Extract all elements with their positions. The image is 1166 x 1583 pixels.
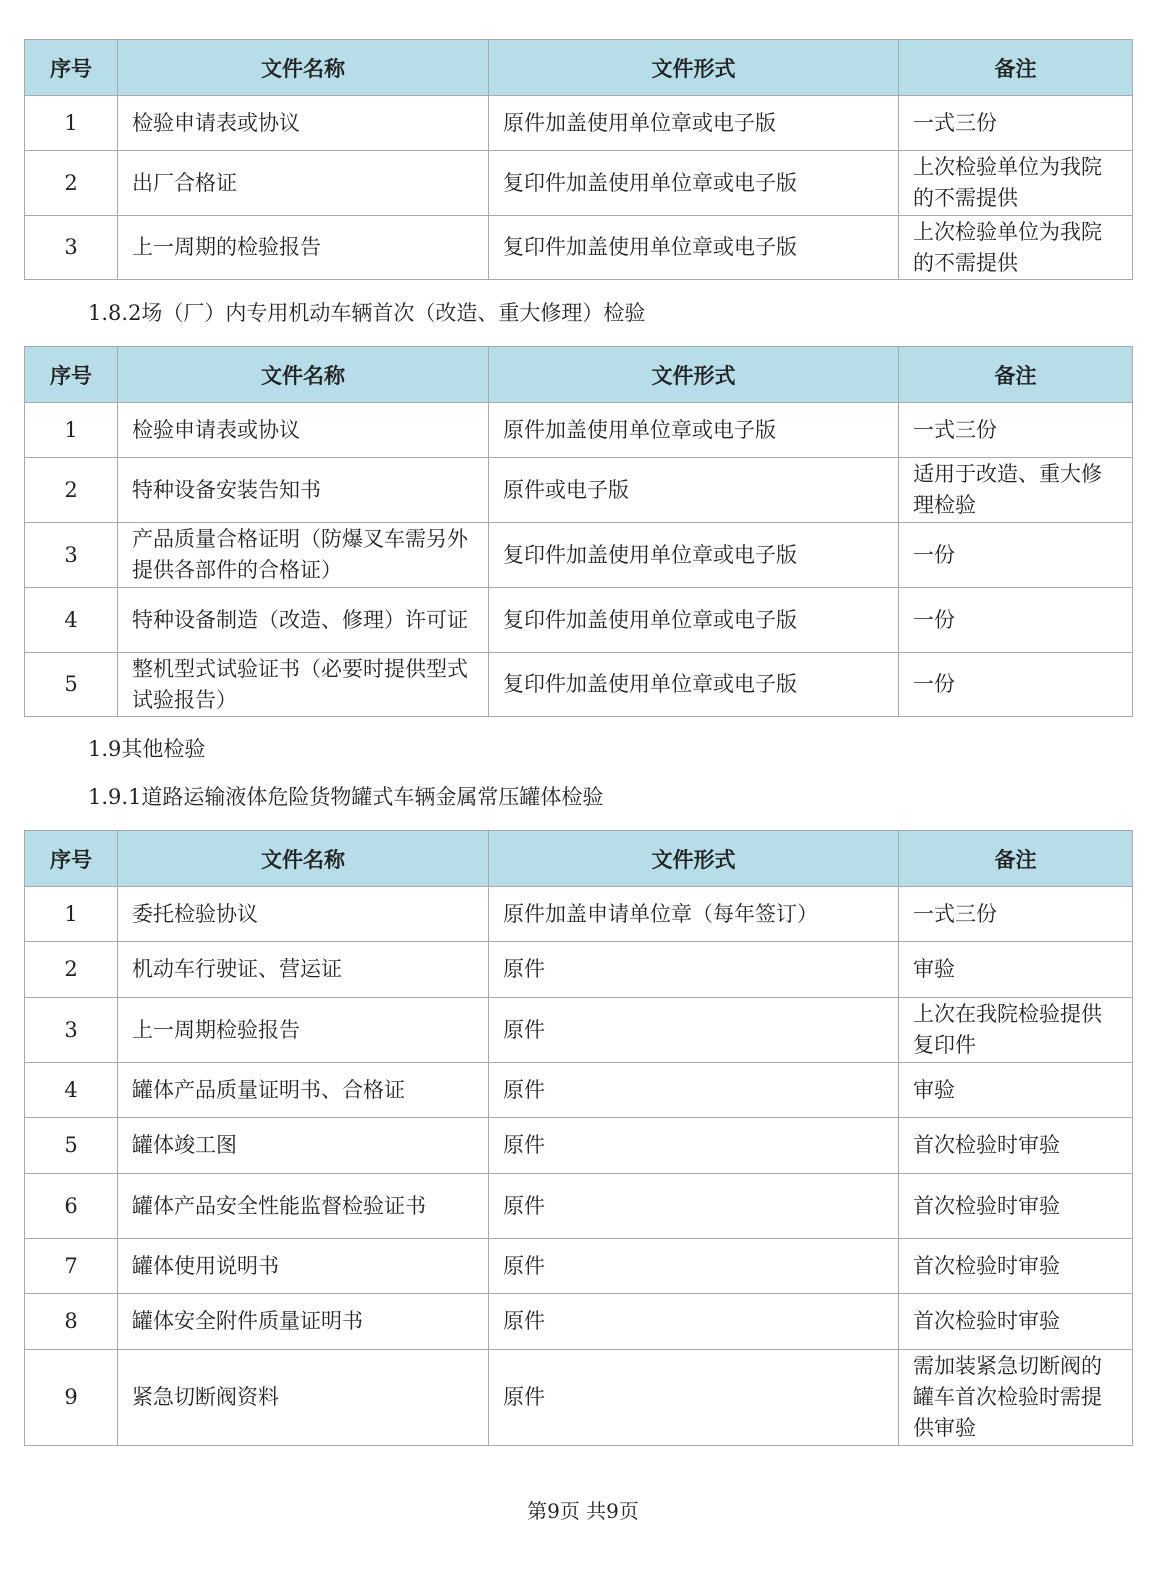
row-index: 8: [25, 1294, 118, 1350]
doc-name: 上一周期检验报告: [118, 998, 489, 1063]
requirements-table-1: [24, 39, 1133, 280]
doc-name: 罐体产品安全性能监督检验证书: [118, 1174, 489, 1239]
section-heading-1-9: 1.9其他检验: [88, 737, 206, 761]
doc-name: 罐体竣工图: [118, 1118, 489, 1174]
row-index: 7: [25, 1239, 118, 1294]
row-index: 4: [25, 1063, 118, 1118]
table-row: [25, 588, 1133, 653]
col-header-doc-name: 文件名称: [118, 40, 489, 96]
doc-name: 机动车行驶证、营运证: [118, 942, 489, 998]
section-heading-1-8-2: 1.8.2场（厂）内专用机动车辆首次（改造、重大修理）检验: [88, 301, 646, 325]
requirements-table-3: [24, 830, 1133, 1446]
col-header-doc-form: 文件形式: [489, 40, 899, 96]
row-index: 1: [25, 887, 118, 942]
row-index: 3: [25, 998, 118, 1063]
doc-form: 原件: [489, 1174, 899, 1239]
doc-name: 罐体产品质量证明书、合格证: [118, 1063, 489, 1118]
row-index: 3: [25, 523, 118, 588]
col-header-index: 序号: [25, 347, 118, 403]
doc-name: 罐体安全附件质量证明书: [118, 1294, 489, 1350]
doc-form: 复印件加盖使用单位章或电子版: [489, 588, 899, 653]
doc-name: 产品质量合格证明（防爆叉车需另外提供各部件的合格证）: [118, 523, 489, 588]
doc-name: 整机型式试验证书（必要时提供型式试验报告）: [118, 653, 489, 717]
col-header-remarks: 备注: [899, 40, 1133, 96]
row-index: 2: [25, 458, 118, 523]
remarks: 上次在我院检验提供复印件: [899, 998, 1133, 1063]
doc-form: 复印件加盖使用单位章或电子版: [489, 216, 899, 280]
table-row: [25, 523, 1133, 588]
remarks: 首次检验时审验: [899, 1239, 1133, 1294]
page-footer: 第9页 共9页: [527, 1499, 639, 1523]
table-row: [25, 403, 1133, 458]
table-row: [25, 887, 1133, 942]
remarks: 一式三份: [899, 887, 1133, 942]
doc-form: 复印件加盖使用单位章或电子版: [489, 523, 899, 588]
row-index: 9: [25, 1350, 118, 1446]
col-header-remarks: 备注: [899, 831, 1133, 887]
table-row: [25, 653, 1133, 717]
doc-name: 罐体使用说明书: [118, 1239, 489, 1294]
table-row: [25, 216, 1133, 280]
doc-form: 原件: [489, 942, 899, 998]
doc-form: 复印件加盖使用单位章或电子版: [489, 653, 899, 717]
table-row: [25, 1239, 1133, 1294]
col-header-doc-name: 文件名称: [118, 831, 489, 887]
col-header-index: 序号: [25, 831, 118, 887]
doc-form: 原件加盖使用单位章或电子版: [489, 96, 899, 151]
col-header-doc-form: 文件形式: [489, 347, 899, 403]
remarks: 一份: [899, 653, 1133, 717]
col-header-doc-name: 文件名称: [118, 347, 489, 403]
table-row: [25, 96, 1133, 151]
doc-name: 出厂合格证: [118, 151, 489, 216]
remarks: 一份: [899, 523, 1133, 588]
row-index: 6: [25, 1174, 118, 1239]
doc-name: 特种设备安装告知书: [118, 458, 489, 523]
doc-name: 紧急切断阀资料: [118, 1350, 489, 1446]
remarks: 审验: [899, 942, 1133, 998]
table-row: [25, 1118, 1133, 1174]
doc-name: 检验申请表或协议: [118, 96, 489, 151]
doc-name: 委托检验协议: [118, 887, 489, 942]
remarks: 首次检验时审验: [899, 1118, 1133, 1174]
remarks: 上次检验单位为我院的不需提供: [899, 216, 1133, 280]
remarks: 一式三份: [899, 96, 1133, 151]
table-row: [25, 1174, 1133, 1239]
table-header-row: [25, 347, 1133, 403]
remarks: 适用于改造、重大修理检验: [899, 458, 1133, 523]
remarks: 需加装紧急切断阀的罐车首次检验时需提供审验: [899, 1350, 1133, 1446]
row-index: 3: [25, 216, 118, 280]
doc-form: 原件: [489, 1063, 899, 1118]
doc-form: 原件: [489, 1118, 899, 1174]
doc-form: 原件加盖申请单位章（每年签订）: [489, 887, 899, 942]
row-index: 2: [25, 151, 118, 216]
col-header-remarks: 备注: [899, 347, 1133, 403]
doc-form: 复印件加盖使用单位章或电子版: [489, 151, 899, 216]
col-header-index: 序号: [25, 40, 118, 96]
table-header-row: [25, 831, 1133, 887]
table-row: [25, 458, 1133, 523]
table-row: [25, 998, 1133, 1063]
row-index: 5: [25, 653, 118, 717]
row-index: 2: [25, 942, 118, 998]
table-row: [25, 1294, 1133, 1350]
table-row: [25, 942, 1133, 998]
doc-form: 原件: [489, 1294, 899, 1350]
doc-form: 原件或电子版: [489, 458, 899, 523]
row-index: 5: [25, 1118, 118, 1174]
section-heading-1-9-1: 1.9.1道路运输液体危险货物罐式车辆金属常压罐体检验: [88, 785, 604, 809]
remarks: 一式三份: [899, 403, 1133, 458]
row-index: 4: [25, 588, 118, 653]
remarks: 一份: [899, 588, 1133, 653]
col-header-doc-form: 文件形式: [489, 831, 899, 887]
remarks: 首次检验时审验: [899, 1294, 1133, 1350]
row-index: 1: [25, 96, 118, 151]
table-header-row: [25, 40, 1133, 96]
remarks: 首次检验时审验: [899, 1174, 1133, 1239]
table-row: [25, 1350, 1133, 1446]
doc-form: 原件: [489, 1350, 899, 1446]
row-index: 1: [25, 403, 118, 458]
doc-name: 特种设备制造（改造、修理）许可证: [118, 588, 489, 653]
doc-name: 上一周期的检验报告: [118, 216, 489, 280]
doc-name: 检验申请表或协议: [118, 403, 489, 458]
table-row: [25, 1063, 1133, 1118]
doc-form: 原件: [489, 1239, 899, 1294]
table-row: [25, 151, 1133, 216]
doc-form: 原件加盖使用单位章或电子版: [489, 403, 899, 458]
remarks: 上次检验单位为我院的不需提供: [899, 151, 1133, 216]
doc-form: 原件: [489, 998, 899, 1063]
requirements-table-2: [24, 346, 1133, 717]
remarks: 审验: [899, 1063, 1133, 1118]
